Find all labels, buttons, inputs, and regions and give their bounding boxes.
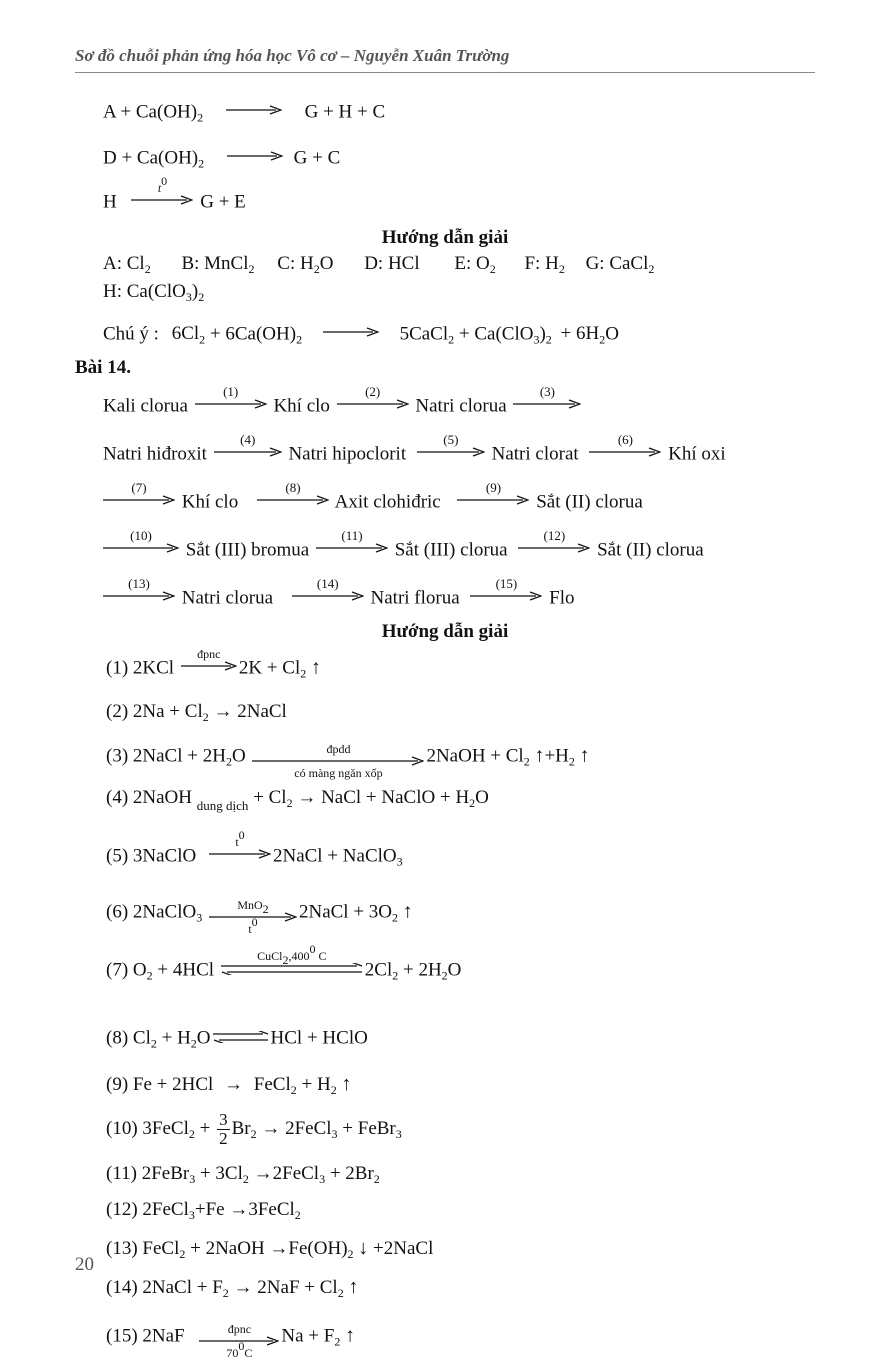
answer-h: H: $Ca(ClO_3)_2$ bbox=[103, 281, 205, 304]
chain-item: Kali clorua bbox=[103, 395, 188, 417]
page-content bbox=[75, 94, 815, 1360]
chain-item: Axit clohiđric bbox=[334, 491, 441, 513]
note-line: Chú ý : $6Cl_2 + 6Ca(OH)_2$ 5CaCl$_2$ + $Ca(ClO_3)_2 + 6H_2O$ bbox=[75, 316, 815, 354]
reaction-chain: Kali clorua (1) Khí clo (2) Natri clorua (3) Natri hiđroxit (4) Natri hipoclorit (5) Natri clorat (6) Khí oxi (7) Khí clo (8) Axit clohiđric (9) Sắt (II) clorua (10) Sắt (III) bromua (11) Sắt (III) clorua (12) Sắt (II) clorua (13) Natri clorua (14) Natri florua (15) Flo bbox=[103, 384, 726, 609]
reaction-5: (5) 3NaClO $t^0$ 2NaCl + NaClO$_3$ bbox=[106, 828, 403, 869]
reaction-9: (9) Fe + 2HCl → FeCl$_2$ + $H_2$ ↑ bbox=[106, 1073, 352, 1097]
reaction-arrow bbox=[323, 313, 379, 351]
reaction-14: (14) 2NaCl + $F_2 \to 2NaF + Cl_2$ ↑ bbox=[106, 1276, 359, 1300]
chain-item: Sắt (III) bromua bbox=[185, 539, 310, 561]
answer-list: A: $Cl_2$ B: MnCl$_2$ C: $H_2O$ D: HCl E: $O_2$ F: $H_2$ G: CaCl$_2$ bbox=[103, 253, 655, 276]
reaction-12: (12) 2FeCl$_3$+Fe →3FeCl$_2$ bbox=[106, 1199, 301, 1222]
solution-title: Hướng dẫn giải bbox=[381, 621, 509, 642]
chain-item: Sắt (II) clorua bbox=[597, 539, 704, 561]
chain-item: Khí oxi bbox=[668, 443, 726, 465]
chain-item: Natri clorat bbox=[491, 443, 579, 465]
reaction-13: (13) FeCl$_2$ + 2NaOH $\to Fe(OH)_2$ ↓ +2NaCl bbox=[106, 1237, 434, 1261]
page-header: Sơ đồ chuỗi phản ứng hóa học Vô cơ – Nguyễn Xuân Trường bbox=[75, 46, 815, 73]
reaction-2: (2) $2Na + Cl_2$ → 2NaCl bbox=[106, 701, 287, 724]
reaction-arrow bbox=[227, 137, 283, 175]
exercise-title: Bài 14. bbox=[75, 357, 131, 378]
chain-item: Natri hipoclorit bbox=[288, 443, 407, 465]
chain-item: Natri florua bbox=[370, 587, 460, 609]
chain-item: Natri hiđroxit bbox=[103, 443, 207, 465]
reaction-11: (11) 2FeBr$_3$ + $3Cl_2$ →2FeCl$_3$ + $2Br_2$ bbox=[106, 1163, 380, 1186]
reaction-15: (15) 2NaF đpnc $70^0C$ $Na + F_2$ ↑ bbox=[106, 1322, 356, 1360]
reaction-10: (10) 3FeCl$_2$ + $\frac{3}{2}$ $Br_2$ → 2FeCl$_3$ + FeBr$_3$ bbox=[106, 1110, 402, 1148]
page-number: 20 bbox=[75, 1254, 94, 1275]
reaction-3: (3) 2NaCl + $2H_2O$ đpdd có màng ngăn xốp 2NaOH + $Cl_2$ $↑+H_2$ ↑ bbox=[106, 742, 590, 780]
reaction-1: (1) 2KCl đpnc $2K + Cl_2$ ↑ bbox=[106, 647, 321, 681]
reaction-6: (6) 2NaClO$_3$ MnO$_2$ $t^0$ 2NaCl + $3O_2$ ↑ bbox=[106, 898, 413, 936]
equation-2: $D + Ca(OH)_2$ G + C bbox=[75, 140, 815, 178]
equation-1: $A + Ca(OH)_2$ G + H + C bbox=[75, 94, 815, 132]
reaction-8: (8) $Cl_2 + H_2O$ HCl + HClO bbox=[106, 1027, 368, 1051]
chain-item: Sắt (II) clorua bbox=[536, 491, 643, 513]
guide-title: Hướng dẫn giải bbox=[381, 227, 509, 248]
fraction: $\frac{3}{2}$ bbox=[219, 1110, 228, 1148]
chain-item: Natri clorua bbox=[415, 395, 507, 417]
reaction-arrow: $t^0$ bbox=[131, 181, 193, 219]
equation-3: H $t^0$ G + E bbox=[75, 184, 815, 222]
chain-item: Natri clorua bbox=[181, 587, 274, 609]
chain-item: Khí clo bbox=[181, 491, 239, 513]
reaction-7: (7) $O_2 + 4HCl$ $CuCl_2,400^0$ C $2Cl_2 + 2H_2O$ bbox=[106, 942, 462, 983]
chain-item: Flo bbox=[549, 587, 575, 609]
chain-item: Khí clo bbox=[273, 395, 330, 417]
reaction-4: (4) 2NaOH $_{dung dịch} + Cl_2$ → NaCl + NaClO + $H_2O$ bbox=[106, 787, 489, 813]
reaction-arrow bbox=[226, 91, 282, 129]
chain-item: Sắt (III) clorua bbox=[394, 539, 508, 561]
